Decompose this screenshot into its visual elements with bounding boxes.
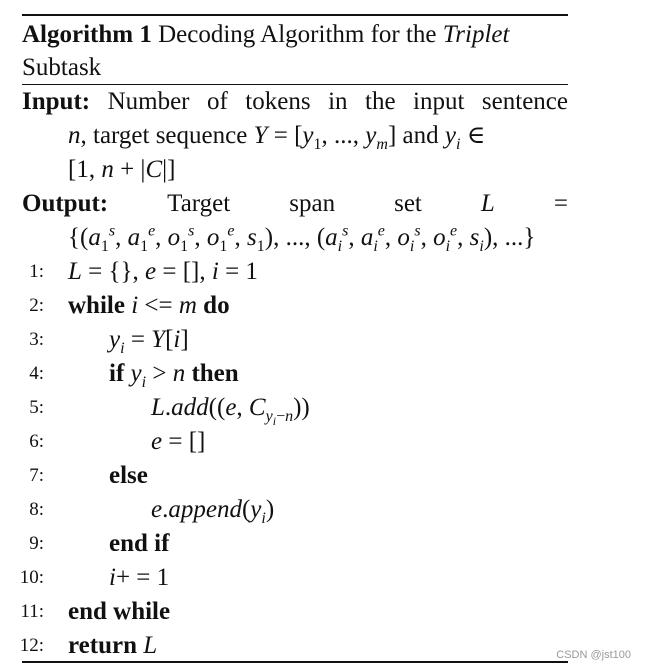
line-number: 8: — [29, 499, 44, 520]
input-block — [22, 85, 568, 187]
step-line — [22, 459, 568, 493]
input-word: sentence — [481, 88, 568, 115]
line-number: 12: — [19, 635, 44, 656]
step-code: L.add((e, $C_{y_i-n}$)) — [151, 394, 310, 429]
steps-list — [19, 255, 568, 663]
step-code: L = {}, e = [], i = 1 — [68, 258, 258, 285]
step-code: while i <= m do — [68, 292, 230, 319]
step-line — [22, 493, 568, 527]
caption-italic: Triplet — [442, 21, 510, 48]
step-code: end if — [109, 530, 170, 557]
input-label: Input: — [22, 88, 91, 115]
input-line-2: n, target sequence $Y = [y_1$, ..., $y_m$] and $y_i$ ∈ — [68, 122, 486, 153]
output-word: Target — [167, 190, 231, 217]
step-code: e = [] — [151, 428, 206, 455]
input-word: input — [413, 88, 465, 115]
step-line — [22, 323, 568, 357]
step-code: if $y_i > n$ then — [109, 360, 239, 391]
algorithm-box — [19, 14, 568, 663]
line-number: 4: — [29, 363, 44, 384]
input-word: of — [206, 88, 228, 115]
step-code: $y_i = Y[i]$ — [109, 326, 189, 357]
input-word: Number — [107, 88, 190, 115]
step-line — [22, 527, 568, 561]
line-number: 11: — [20, 601, 44, 622]
output-word: = — [553, 190, 568, 217]
line-number: 10: — [19, 567, 44, 588]
caption-label: Algorithm 1 — [22, 21, 152, 48]
caption-text: Decoding Algorithm for the — [158, 21, 437, 48]
line-number: 9: — [29, 533, 44, 554]
input-line-3: [1, n + |C|] — [68, 156, 176, 183]
line-number: 5: — [29, 397, 44, 418]
input-word: in — [328, 88, 348, 115]
step-line — [19, 561, 568, 595]
step-line — [22, 391, 568, 429]
line-number: 7: — [29, 465, 44, 486]
output-word: span — [289, 190, 336, 217]
step-line — [22, 289, 568, 323]
input-first-line — [22, 85, 568, 119]
output-line-2: {($a_1^s$, $a_1^e$, $o_1^s$, $o_1^e$, $s_1$), ..., ($a_i^s$, $a_i^e$, $o_i^s$, $o_i^e$, $s_i$), ...} — [68, 222, 536, 255]
step-code: return L — [68, 632, 158, 659]
step-code: end while — [68, 598, 171, 625]
step-line — [22, 357, 568, 391]
output-block — [22, 187, 568, 255]
algorithm-caption — [22, 16, 568, 84]
input-word: tokens — [245, 88, 311, 115]
output-word: set — [394, 190, 422, 217]
step-code: else — [109, 462, 148, 489]
output-first-line — [22, 187, 568, 221]
step-code: $e.append(y_i)$ — [151, 496, 275, 527]
line-number: 6: — [29, 431, 44, 452]
step-line — [22, 595, 568, 629]
output-word: L — [480, 190, 495, 217]
watermark: CSDN @jst100 — [556, 649, 631, 661]
line-number: 1: — [29, 261, 44, 282]
step-line — [22, 425, 568, 459]
input-word: the — [365, 88, 396, 115]
step-line — [22, 255, 568, 289]
output-label: Output: — [22, 190, 109, 217]
bottom-rule — [22, 661, 568, 663]
line-number: 3: — [29, 329, 44, 350]
step-code: i+ = 1 — [109, 564, 170, 591]
caption-rest: Subtask — [22, 54, 102, 81]
step-line — [19, 629, 568, 663]
line-number: 2: — [29, 295, 44, 316]
